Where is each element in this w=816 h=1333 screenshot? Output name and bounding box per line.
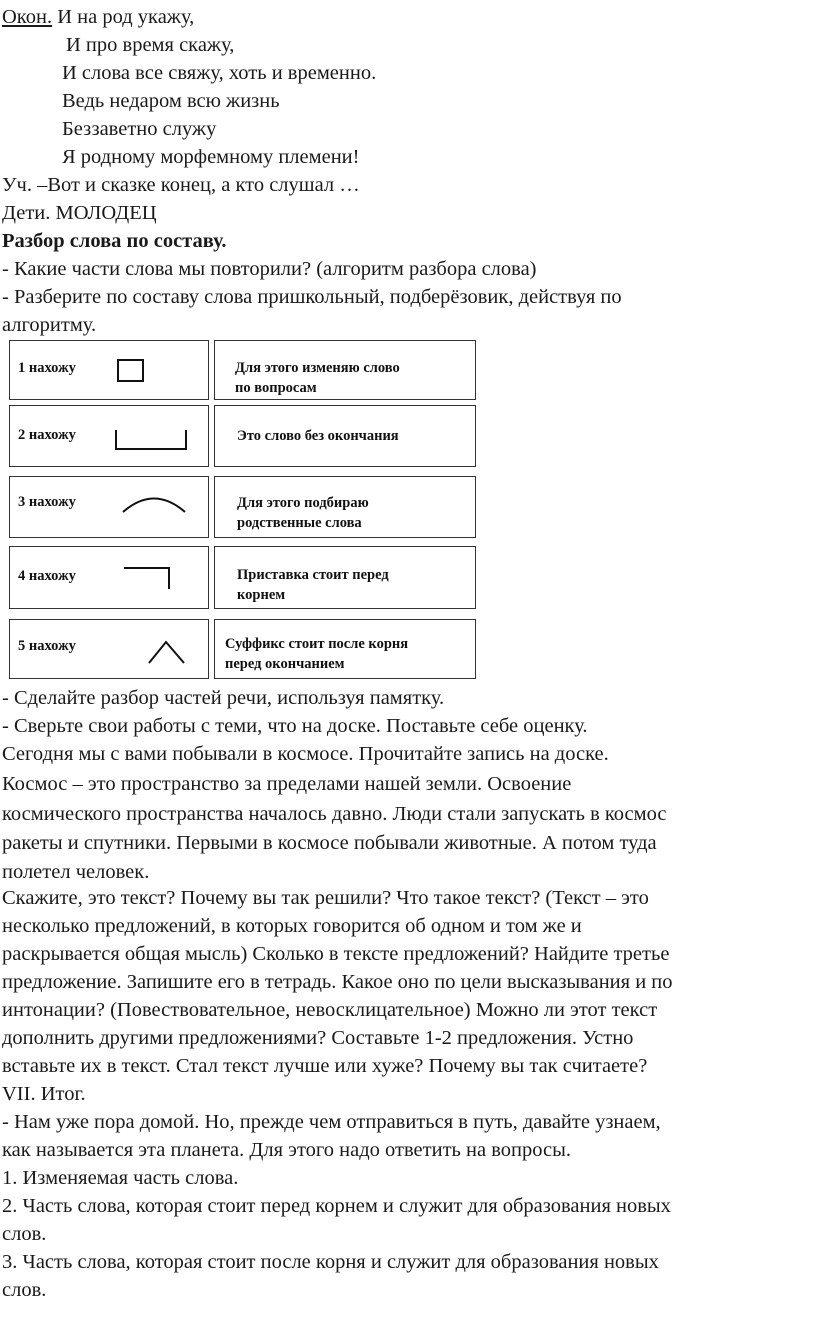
stem-bracket-icon bbox=[114, 428, 188, 452]
teacher-line: Уч. –Вот и сказке конец, а кто слушал … bbox=[2, 174, 360, 196]
algorithm-table bbox=[9, 340, 476, 680]
speaker-label: Окон. bbox=[2, 6, 53, 28]
poem-line-6: Я родному морфемному племени! bbox=[62, 146, 360, 168]
body-line-15: VII. Итог. bbox=[2, 1083, 86, 1105]
body-line-9: несколько предложений, в которых говорится об одном и том же и bbox=[2, 915, 582, 937]
algorithm-hint-1 bbox=[214, 340, 476, 400]
algorithm-step-5 bbox=[9, 619, 209, 679]
body-line-4: Космос – это пространство за пределами нашей земли. Освоение bbox=[2, 773, 572, 795]
body-line-18: 1. Изменяемая часть слова. bbox=[2, 1167, 239, 1189]
body-line-19: 2. Часть слова, которая стоит перед корнем и служит для образования новых bbox=[2, 1195, 671, 1217]
ending-square-icon bbox=[116, 358, 146, 384]
algorithm-hint-3 bbox=[214, 476, 476, 538]
step-1-label: 1 нахожу bbox=[18, 360, 76, 376]
body-line-22: слов. bbox=[2, 1279, 47, 1301]
body-line-17: как называется эта планета. Для этого надо ответить на вопросы. bbox=[2, 1139, 571, 1161]
body-line-12: интонации? (Повествовательное, невосклицательное) Можно ли этот текст bbox=[2, 999, 658, 1021]
algorithm-step-4 bbox=[9, 546, 209, 609]
poem-line-3: И слова все свяжу, хоть и временно. bbox=[62, 62, 377, 84]
algorithm-step-1 bbox=[9, 340, 209, 400]
children-line: Дети. МОЛОДЕЦ bbox=[2, 202, 157, 224]
hint-1-line-2: по вопросам bbox=[235, 380, 317, 396]
poem-line-1-text: И на род укажу, bbox=[52, 6, 195, 28]
hint-1-line-1: Для этого изменяю слово bbox=[235, 360, 400, 376]
suffix-caret-icon bbox=[146, 638, 188, 666]
body-line-2: - Сверьте свои работы с теми, что на доске. Поставьте себе оценку. bbox=[2, 715, 588, 737]
body-line-3: Сегодня мы с вами побывали в космосе. Прочитайте запись на доске. bbox=[2, 743, 609, 765]
poem-line-2: И про время скажу, bbox=[66, 34, 235, 56]
body-line-10: раскрывается общая мысль) Сколько в тексте предложений? Найдите третье bbox=[2, 943, 670, 965]
algorithm-step-2 bbox=[9, 405, 209, 467]
hint-5-line-2: перед окончанием bbox=[225, 656, 345, 672]
section-title: Разбор слова по составу. bbox=[2, 230, 227, 252]
poem-line-5: Беззаветно служу bbox=[62, 118, 217, 140]
body-line-20: слов. bbox=[2, 1223, 47, 1245]
algorithm-step-3 bbox=[9, 476, 209, 538]
hint-5-line-1: Суффикс стоит после корня bbox=[225, 636, 409, 652]
body-line-21: 3. Часть слова, которая стоит после корня и служит для образования новых bbox=[2, 1251, 659, 1273]
body-line-6: ракеты и спутники. Первыми в космосе побывали животные. А потом туда bbox=[2, 832, 657, 854]
hint-3-line-1: Для этого подбираю bbox=[237, 495, 369, 511]
step-3-label: 3 нахожу bbox=[18, 494, 76, 510]
root-arc-icon bbox=[120, 491, 188, 515]
poem-line-1 bbox=[2, 3, 194, 31]
body-line-16: - Нам уже пора домой. Но, прежде чем отправиться в путь, давайте узнаем, bbox=[2, 1111, 661, 1133]
body-line-8: Скажите, это текст? Почему вы так решили? Что такое текст? (Текст – это bbox=[2, 887, 649, 909]
body-line-11: предложение. Запишите его в тетрадь. Какое оно по цели высказывания и по bbox=[2, 971, 673, 993]
prefix-corner-icon bbox=[122, 565, 174, 591]
body-line-7: полетел человек. bbox=[2, 861, 150, 883]
body-line-1: - Сделайте разбор частей речи, используя памятку. bbox=[2, 687, 445, 709]
algorithm-hint-4 bbox=[214, 546, 476, 609]
algorithm-hint-5 bbox=[214, 619, 476, 679]
body-line-5: космического пространства началось давно. Люди стали запускать в космос bbox=[2, 803, 667, 825]
step-2-label: 2 нахожу bbox=[18, 427, 76, 443]
intro-line-3: алгоритму. bbox=[2, 314, 97, 336]
hint-4-line-1: Приставка стоит перед bbox=[237, 567, 389, 583]
step-4-label: 4 нахожу bbox=[18, 568, 76, 584]
body-line-13: дополнить другими предложениями? Составьте 1-2 предложения. Устно bbox=[2, 1027, 634, 1049]
body-line-14: вставьте их в текст. Стал текст лучше или хуже? Почему вы так считаете? bbox=[2, 1055, 648, 1077]
hint-3-line-2: родственные слова bbox=[237, 515, 362, 531]
hint-4-line-2: корнем bbox=[237, 587, 286, 603]
intro-line-1: - Какие части слова мы повторили? (алгоритм разбора слова) bbox=[2, 258, 537, 280]
intro-line-2: - Разберите по составу слова пришкольный, подберёзовик, действуя по bbox=[2, 286, 622, 308]
poem-line-4: Ведь недаром всю жизнь bbox=[62, 90, 280, 112]
step-5-label: 5 нахожу bbox=[18, 638, 76, 654]
hint-2-line-1: Это слово без окончания bbox=[237, 428, 399, 444]
algorithm-hint-2 bbox=[214, 405, 476, 467]
